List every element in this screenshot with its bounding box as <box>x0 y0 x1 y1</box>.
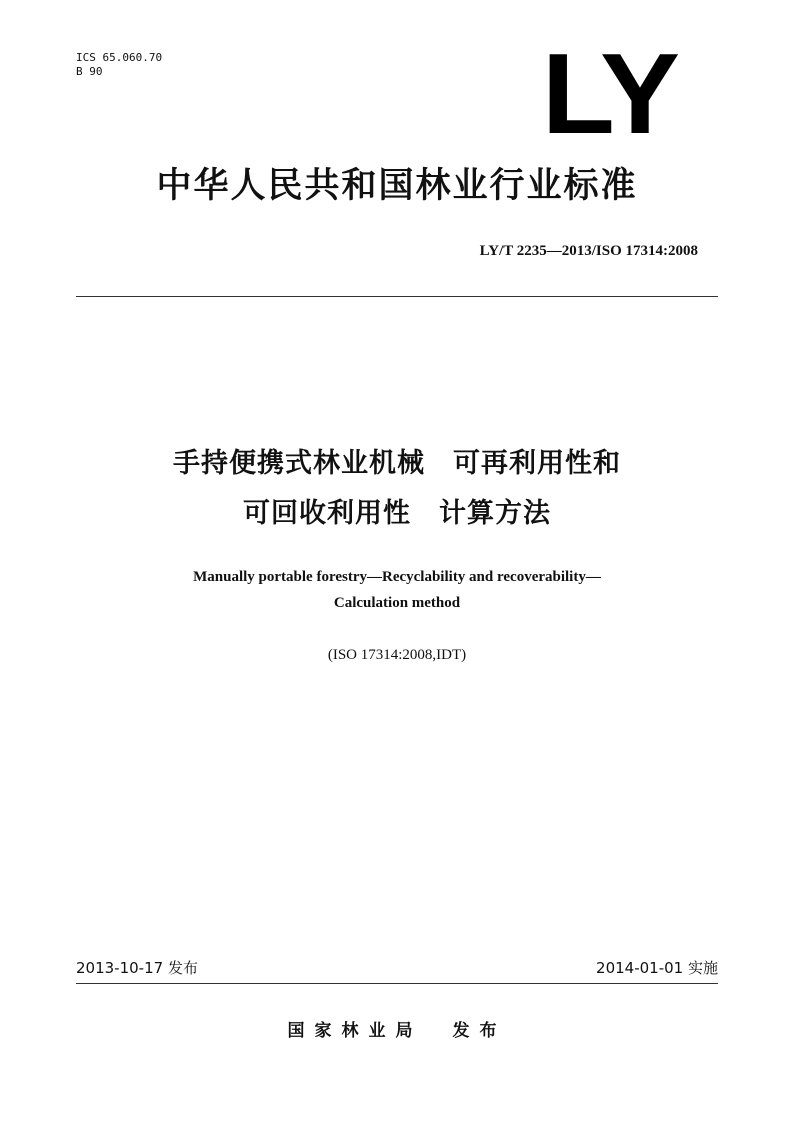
issuer-action: 发布 <box>452 1021 507 1041</box>
publish-date: 2013-10-17 发布 <box>76 959 198 977</box>
ics-code: ICS 65.060.70 <box>76 51 163 64</box>
english-title-line-2: Calculation method <box>333 595 461 611</box>
issuer-line <box>0 1019 794 1043</box>
iso-reference: (ISO 17314:2008,IDT) <box>327 647 467 663</box>
ly-logo: LY <box>541 30 676 158</box>
bottom-divider <box>76 983 718 984</box>
standard-code: LY/T 2235—2013/ISO 17314:2008 <box>479 243 698 259</box>
organization-title: 中华人民共和国林业行业标准 <box>156 166 638 206</box>
issuer-name: 国家林业局 <box>287 1021 423 1041</box>
classification-block <box>76 51 162 79</box>
ccs-code: B 90 <box>76 65 103 78</box>
chinese-title-line-2: 可回收利用性 计算方法 <box>243 498 551 529</box>
top-divider <box>76 296 718 297</box>
implementation-date: 2014-01-01 实施 <box>596 959 718 977</box>
chinese-title-line-1: 手持便携式林业机械 可再利用性和 <box>173 448 621 479</box>
english-title-line-1: Manually portable forestry—Recyclability and recoverability— <box>193 569 601 585</box>
